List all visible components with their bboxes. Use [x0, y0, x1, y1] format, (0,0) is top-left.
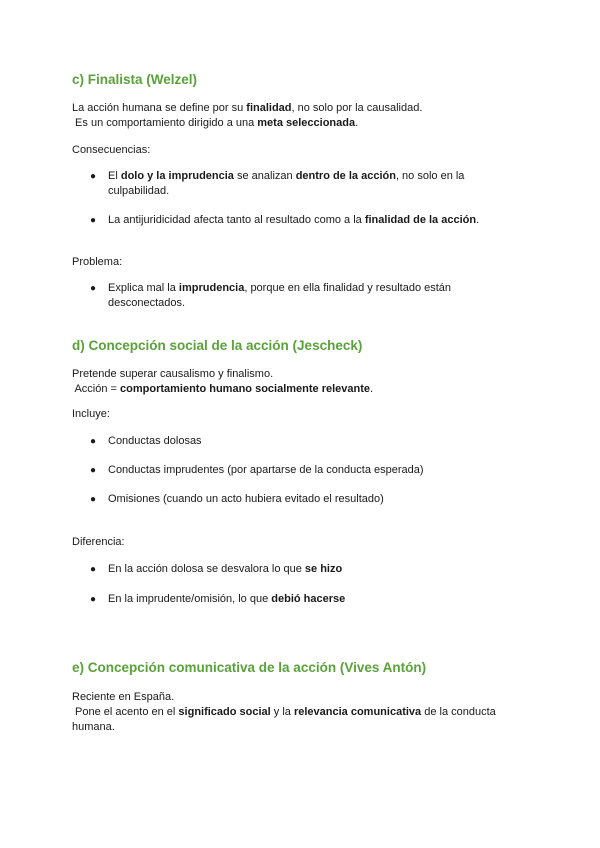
bullet-icon: ●	[90, 564, 97, 575]
list-item-text: Conductas imprudentes (por apartarse de la conducta esperada)	[108, 464, 424, 476]
list-item	[90, 281, 510, 311]
bold-term: dolo y la imprudencia	[120, 170, 234, 182]
text-run: de la conducta	[421, 706, 496, 718]
bold-term: significado social	[178, 706, 271, 718]
text-run: En la acción dolosa se desvalora lo que	[108, 563, 305, 575]
bullet-icon: ●	[90, 494, 97, 505]
diferencia-label: Diferencia:	[72, 536, 125, 548]
bullet-icon: ●	[90, 436, 97, 447]
section-d-intro	[72, 367, 373, 397]
bold-term: comportamiento humano socialmente relevante	[120, 383, 371, 395]
text-run: En la imprudente/omisión, lo que	[108, 593, 272, 605]
list-item-text: Omisiones (cuando un acto hubiera evitado el resultado)	[108, 493, 384, 505]
bullet-icon: ●	[90, 594, 97, 605]
text-run: .	[355, 117, 359, 129]
consecuencias-label: Consecuencias:	[72, 144, 151, 156]
text-run: .	[476, 214, 480, 226]
bold-term: imprudencia	[178, 282, 245, 294]
section-e-intro	[72, 690, 496, 735]
text-run: .	[370, 383, 374, 395]
text-run: y la	[270, 706, 294, 718]
text-run: Reciente en España.	[72, 691, 175, 703]
text-run: , porque en ella finalidad y resultado están	[244, 282, 452, 294]
problema-label: Problema:	[72, 256, 123, 268]
text-run: Explica mal la	[108, 282, 179, 294]
text-run: culpabilidad.	[108, 185, 170, 197]
section-c-heading: c) Finalista (Welzel)	[72, 72, 198, 87]
bullet-icon: ●	[90, 283, 97, 294]
list-item	[90, 492, 510, 507]
bold-term: finalidad	[246, 102, 292, 114]
incluye-label: Incluye:	[72, 408, 110, 420]
list-item	[90, 562, 510, 577]
bullet-icon: ●	[90, 171, 97, 182]
bullet-icon: ●	[90, 465, 97, 476]
text-run: Pretende superar causalismo y finalismo.	[72, 368, 274, 380]
section-c-intro	[72, 101, 422, 131]
text-run: se analizan	[233, 170, 296, 182]
text-run: , no solo por la causalidad.	[291, 102, 423, 114]
text-run: Pone el acento en el	[72, 706, 179, 718]
section-e-heading: e) Concepción comunicativa de la acción (Vives Antón)	[72, 660, 427, 675]
bold-term: dentro de la acción	[295, 170, 396, 182]
list-item	[90, 169, 510, 199]
text-run: Es un comportamiento dirigido a una	[72, 117, 258, 129]
text-run: El	[108, 170, 121, 182]
list-item	[90, 463, 510, 478]
text-run: , no solo en la	[395, 170, 465, 182]
bold-term: meta seleccionada	[257, 117, 356, 129]
bullet-icon: ●	[90, 215, 97, 226]
text-run: desconectados.	[108, 297, 186, 309]
list-item	[90, 592, 510, 607]
bold-term: relevancia comunicativa	[293, 706, 422, 718]
section-d-heading: d) Concepción social de la acción (Jescheck)	[72, 338, 363, 353]
text-run: La acción humana se define por su	[72, 102, 247, 114]
text-run: La antijuridicidad afecta tanto al resultado como a la	[108, 214, 365, 226]
list-item	[90, 213, 510, 228]
text-run: Acción =	[72, 383, 121, 395]
bold-term: se hizo	[304, 563, 343, 575]
bold-term: debió hacerse	[271, 593, 346, 605]
list-item	[90, 434, 510, 449]
list-item-text: Conductas dolosas	[108, 435, 202, 447]
text-run: humana.	[72, 721, 115, 733]
bold-term: finalidad de la acción	[364, 214, 477, 226]
